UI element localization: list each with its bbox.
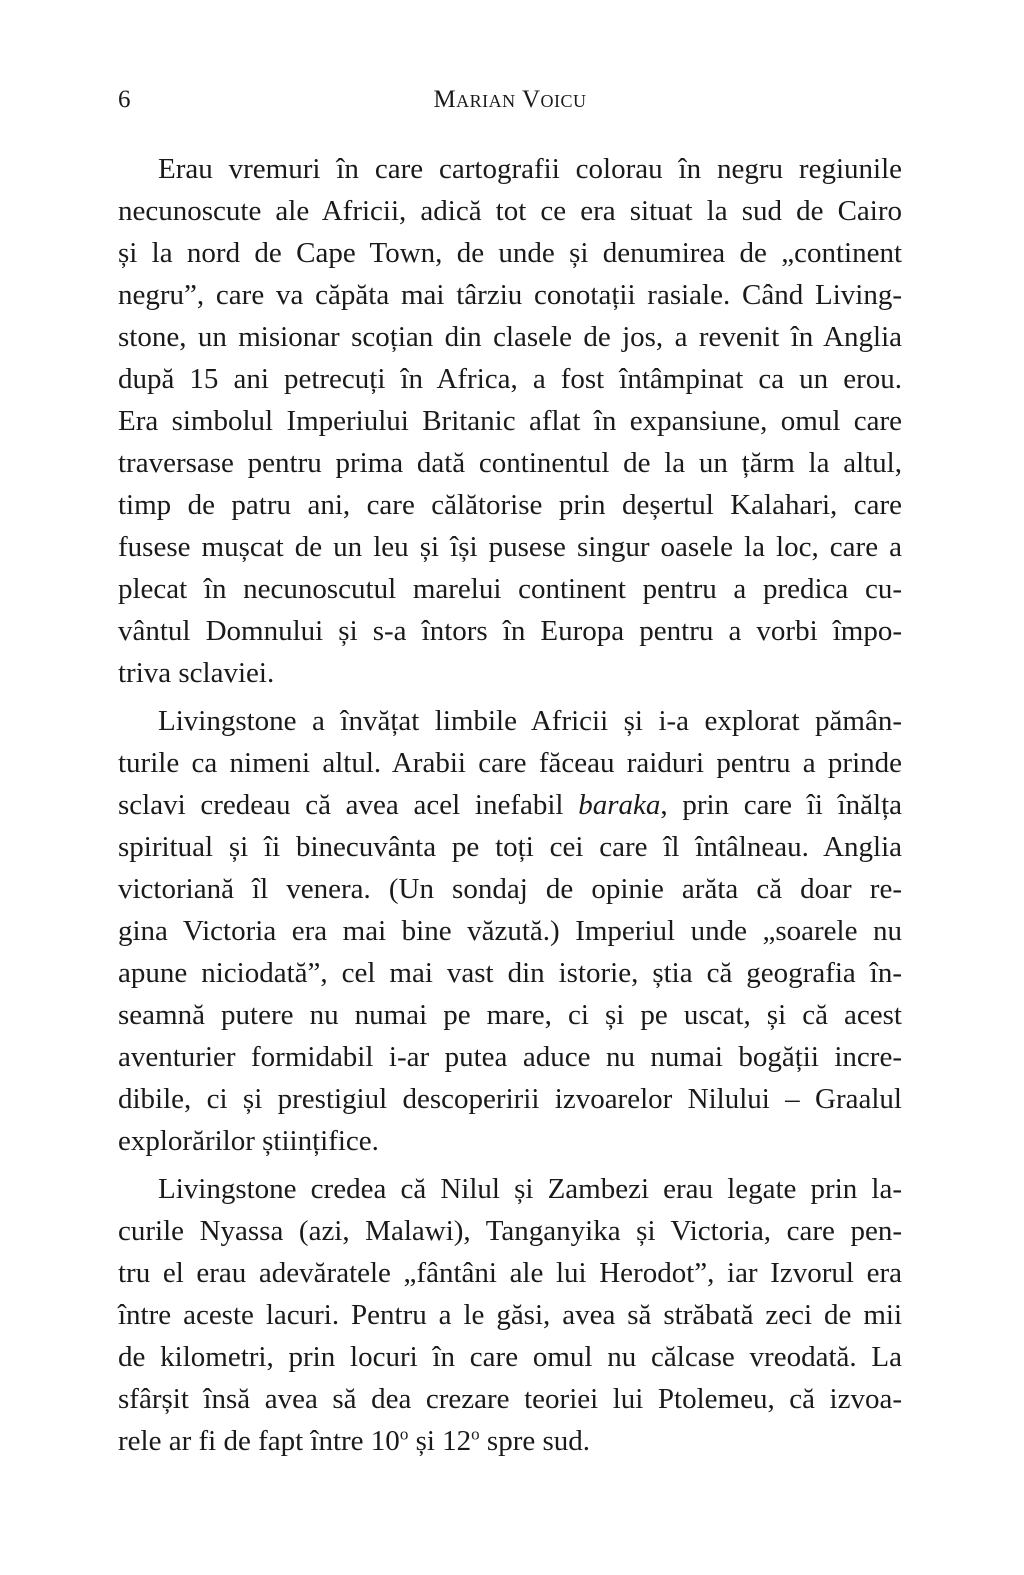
text-line: Erau vremuri în care cartografii colorau în negru regiunile	[158, 153, 902, 185]
text-line-with-italic	[118, 784, 902, 826]
text-line: gina Victoria era mai bine văzută.) Imperiul unde „soarele nu	[118, 915, 902, 947]
text-fragment: sclavi credeau că avea acel inefabil	[118, 789, 579, 821]
text-line: Livingstone credea că Nilul și Zambezi erau legate prin la-	[158, 1173, 902, 1205]
text-line: turile ca nimeni altul. Arabii care făceau raiduri pentru a prinde	[118, 747, 902, 779]
text-line: Era simbolul Imperiului Britanic aflat în expansiune, omul care	[118, 405, 902, 437]
text-line-with-degrees	[118, 1420, 902, 1462]
text-line: seamnă putere nu numai pe mare, ci și pe uscat, și că acest	[118, 999, 902, 1031]
text-fragment: și 12	[408, 1425, 472, 1457]
degree-symbol: o	[399, 1424, 409, 1444]
text-line: de kilometri, prin locuri în care omul nu călcase vreodată. La	[118, 1341, 902, 1373]
text-line: sfârșit însă avea să dea crezare teoriei lui Ptolemeu, că izvoa-	[118, 1383, 902, 1415]
page-number: 6	[118, 86, 131, 113]
text-line: triva sclaviei.	[118, 657, 275, 689]
text-line: stone, un misionar scoțian din clasele de jos, a revenit în Anglia	[118, 321, 902, 353]
text-fragment: rele ar fi de fapt între 10	[118, 1425, 400, 1457]
italic-word: baraka	[578, 789, 661, 821]
text-line: vântul Domnului și s-a întors în Europa pentru a vorbi împo-	[118, 615, 902, 647]
running-head	[118, 80, 902, 120]
text-fragment: , prin care îi înălța	[660, 789, 903, 821]
text-line: și la nord de Cape Town, de unde și denumirea de „continent	[118, 237, 902, 269]
text-line: explorărilor științifice.	[118, 1125, 379, 1157]
paragraph-2	[118, 700, 902, 1162]
text-line: necunoscute ale Africii, adică tot ce era situat la sud de Cairo	[118, 195, 902, 227]
text-line: plecat în necunoscutul marelui continent pentru a predica cu-	[118, 573, 902, 605]
text-line: Livingstone a învățat limbile Africii și i-a explorat pămân-	[158, 705, 902, 737]
text-line: fusese mușcat de un leu și își pusese singur oasele la loc, care a	[118, 531, 902, 563]
degree-symbol: o	[471, 1424, 480, 1444]
text-line: între aceste lacuri. Pentru a le găsi, avea să străbată zeci de mii	[118, 1299, 902, 1331]
text-line: dibile, ci și prestigiul descoperirii izvoarelor Nilului – Graalul	[118, 1083, 902, 1115]
text-line: după 15 ani petrecuți în Africa, a fost întâmpinat ca un erou.	[118, 363, 902, 395]
text-line: tru el erau adevăratele „fântâni ale lui Herodot”, iar Izvorul era	[118, 1257, 902, 1289]
body-text	[118, 148, 902, 1462]
text-line: victoriană îl venera. (Un sondaj de opinie arăta că doar re-	[118, 873, 902, 905]
text-line: apune niciodată”, cel mai vast din istorie, știa că geografia în-	[118, 957, 902, 989]
paragraph-1	[118, 148, 902, 694]
text-fragment: spre sud.	[479, 1425, 591, 1457]
author-name: Marian Voicu	[433, 86, 587, 113]
text-line: aventurier formidabil i-ar putea aduce nu numai bogății incre-	[118, 1041, 902, 1073]
paragraph-3	[118, 1168, 902, 1462]
text-line: traversase pentru prima dată continentul de la un țărm la altul,	[118, 447, 902, 479]
text-line: curile Nyassa (azi, Malawi), Tanganyika și Victoria, care pen-	[118, 1215, 902, 1247]
text-line: negru”, care va căpăta mai târziu conotații rasiale. Când Living-	[118, 279, 902, 311]
text-line: timp de patru ani, care călătorise prin deșertul Kalahari, care	[118, 489, 902, 521]
text-line: spiritual și îi binecuvânta pe toți cei care îl întâlneau. Anglia	[118, 831, 902, 863]
book-page	[118, 80, 902, 1462]
